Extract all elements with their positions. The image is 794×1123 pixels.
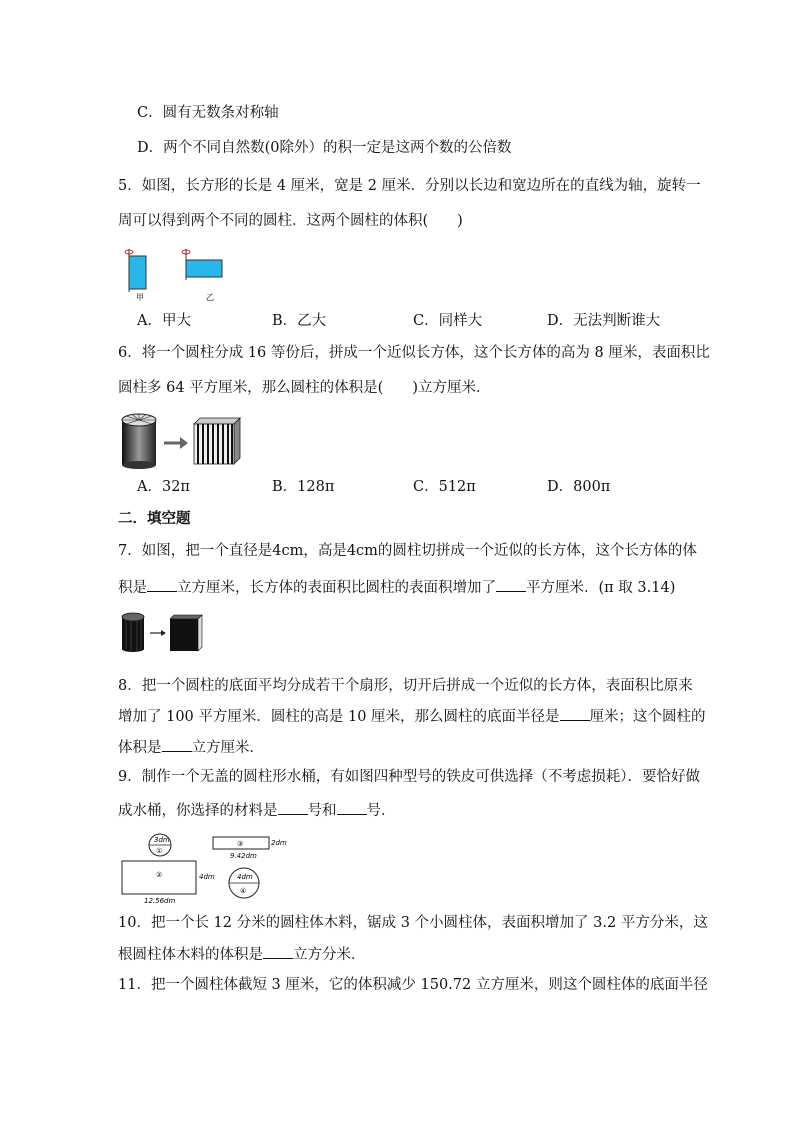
rectangle-a <box>129 256 146 289</box>
q5-stem-line2: 周可以得到两个不同的圆柱．这两个圆柱的体积( ) <box>118 213 463 229</box>
sheet-1-number: ① <box>156 847 163 855</box>
q7-cylinder-to-cuboid-figure <box>118 609 212 655</box>
q9-blank-1[interactable] <box>278 800 308 815</box>
rectangle-b <box>186 260 222 277</box>
q9-stem-line2 <box>118 800 396 821</box>
q7-blank-1[interactable] <box>147 577 177 592</box>
q5-option-d: D．无法判断谁大 <box>547 313 661 329</box>
q7-text-c: 平方厘米．(π 取 3.14) <box>526 580 676 596</box>
q4-option-c: C．圆有无数条对称轴 <box>137 105 279 121</box>
q6-option-b: B．128π <box>272 479 335 495</box>
q6-option-c: C．512π <box>413 479 476 495</box>
q5-option-a: A．甲大 <box>137 313 191 329</box>
q6-stem-line2: 圆柱多 64 平方厘米，那么圆柱的体积是( )立方厘米． <box>118 380 491 396</box>
fig-label-a: 甲 <box>136 293 144 302</box>
q7-stem-line1: 7．如图，把一个直径是4cm，高是4cm的圆柱切拼成一个近似的长方体，这个长方体的体 <box>118 543 697 559</box>
sheet-1-diameter-label: 3dm <box>154 836 170 844</box>
q10-blank-1[interactable] <box>263 944 293 959</box>
q6-cylinder-to-cuboid-figure <box>118 410 242 470</box>
cuboid <box>194 418 240 464</box>
q7-blank-2[interactable] <box>496 577 526 592</box>
q10-stem-line2 <box>118 944 366 965</box>
q8-blank-1[interactable] <box>560 706 590 721</box>
sheet-4-diameter-label: 4dm <box>237 873 253 881</box>
q8-text-c: 体积是 <box>118 740 162 756</box>
arrow-right-icon <box>150 630 166 636</box>
section-title-fill-in: 二．填空题 <box>118 510 191 527</box>
q11-stem-line1: 11．把一个圆柱体截短 3 厘米，它的体积减少 150.72 立方厘米，则这个圆柱体的底面半径 <box>118 977 708 993</box>
sheet-3-width-label: 9.42dm <box>230 852 257 860</box>
sheet-4-number: ④ <box>240 887 247 895</box>
q8-text-a: 增加了 100 平方厘米．圆柱的高是 10 厘米，那么圆柱的底面半径是 <box>118 709 560 725</box>
q10-text-a: 根圆柱体木料的体积是 <box>118 947 263 963</box>
q5-stem-line1: 5．如图，长方形的长是 4 厘米，宽是 2 厘米．分别以长边和宽边所在的直线为轴，旋转一 <box>118 178 701 194</box>
q5-rectangle-rotation-figure <box>118 246 228 302</box>
q8-text-b: 厘米；这个圆柱的 <box>589 709 706 725</box>
q10-text-b: 立方分米． <box>293 947 366 963</box>
arrow-right-icon <box>164 437 188 449</box>
q9-text-a: 成水桶，你选择的材料是 <box>118 803 278 819</box>
q5-option-b: B．乙大 <box>272 313 327 329</box>
cylinder <box>122 420 156 465</box>
q7-text-b: 立方厘米，长方体的表面积比圆柱的表面积增加了 <box>177 580 496 596</box>
q9-sheet-metal-figure <box>120 831 300 907</box>
q9-text-c: 号． <box>366 803 396 819</box>
q9-blank-2[interactable] <box>337 800 367 815</box>
q4-option-d: D．两个不同自然数(0除外）的积一定是这两个数的公倍数 <box>137 140 512 156</box>
q9-text-b: 号和 <box>307 803 337 819</box>
q10-stem-line1: 10．把一个长 12 分米的圆柱体木料，锯成 3 个小圆柱体，表面积增加了 3.2 平方分米，这 <box>118 915 708 931</box>
sheet-2-number: ② <box>156 871 163 879</box>
q5-option-c: C．同样大 <box>413 313 483 329</box>
fig-label-b: 乙 <box>206 293 214 302</box>
sheet-3-number: ③ <box>237 840 244 848</box>
q8-blank-2[interactable] <box>162 737 192 752</box>
cylinder <box>122 617 144 649</box>
sheet-3-height-label: 2dm <box>271 839 287 847</box>
q9-stem-line1: 9．制作一个无盖的圆柱形水桶，有如图四种型号的铁皮可供选择（不考虑损耗）．要恰好做 <box>118 769 700 785</box>
cuboid <box>170 615 202 651</box>
q7-stem-line2 <box>118 577 675 598</box>
q6-option-a: A．32π <box>137 479 190 495</box>
sheet-2-width-label: 12.56dm <box>144 897 176 905</box>
q8-text-d: 立方厘米． <box>191 740 264 756</box>
q8-stem-line1: 8．把一个圆柱的底面平均分成若干个扇形，切开后拼成一个近似的长方体，表面积比原来 <box>118 678 693 694</box>
q7-text-a: 积是 <box>118 580 147 596</box>
q6-stem-line1: 6．将一个圆柱分成 16 等份后，拼成一个近似长方体，这个长方体的高为 8 厘米，表面积比 <box>118 345 710 361</box>
sheet-2-height-label: 4dm <box>199 873 215 881</box>
q6-option-d: D．800π <box>547 479 611 495</box>
q8-stem-line2 <box>118 706 706 727</box>
q8-stem-line3 <box>118 737 264 758</box>
